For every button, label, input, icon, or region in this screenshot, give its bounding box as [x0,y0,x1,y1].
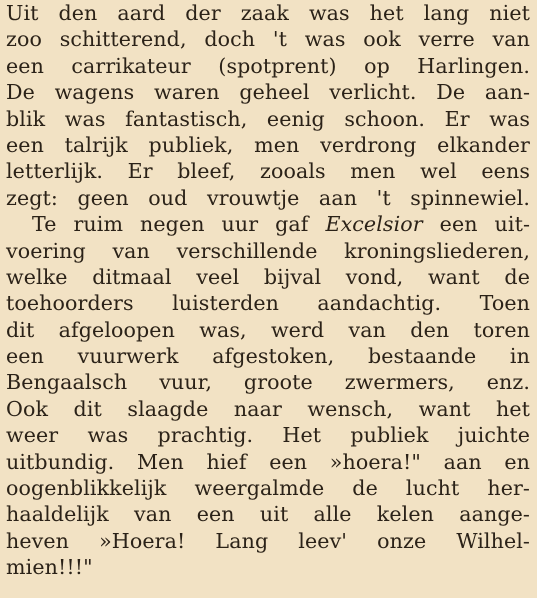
text-line: heven »Hoera! Lang leev' onze Wilhel- [6,528,530,553]
text-line: weer was prachtig. Het publiek juichte [6,423,530,448]
text-line: een vuurwerk afgestoken, bestaande in [6,344,530,369]
text-line: een talrijk publiek, men verdrong elkander [6,132,530,157]
text-line: oogenblikkelijk weergalmde de lucht her- [6,476,530,501]
text-line: dit afgeloopen was, werd van den toren [6,317,530,342]
text-line-first [6,211,530,237]
text-line: letterlijk. Er bleef, zooals men wel eens [6,159,530,184]
text-line: zegt: geen oud vrouwtje aan 't spinnewiel. [6,185,530,210]
text-line: uitbundig. Men hief een »hoera!" aan en [6,449,530,474]
text-line: blik was fantastisch, eenig schoon. Er was [6,106,530,131]
text-line: haaldelijk van een uit alle kelen aange- [6,502,530,527]
text-line: voering van verschillende kroningsliederen, [6,238,530,263]
text-line: Bengaalsch vuur, groote zwermers, enz. [6,370,530,395]
paragraph-2 [6,211,530,580]
text-line: een carrikateur (spotprent) op Harlingen. [6,53,530,78]
article-text [6,0,530,581]
text-line: De wagens waren geheel verlicht. De aan- [6,80,530,105]
text-fragment: Te ruim negen uur gaf [32,212,326,237]
excelsior-name: Excelsior [325,212,423,237]
text-line: Ook dit slaagde naar wensch, want het [6,396,530,421]
text-line: Uit den aard der zaak was het lang niet [6,1,530,25]
text-line: welke ditmaal veel bijval vond, want de [6,264,530,289]
text-fragment: een uit- [422,212,531,237]
text-line: toehoorders luisterden aandachtig. Toen [6,291,530,316]
text-line: zoo schitterend, doch 't was ook verre van [6,27,530,52]
text-line-last: mien!!!" [6,555,93,580]
paragraph-1 [6,0,530,211]
